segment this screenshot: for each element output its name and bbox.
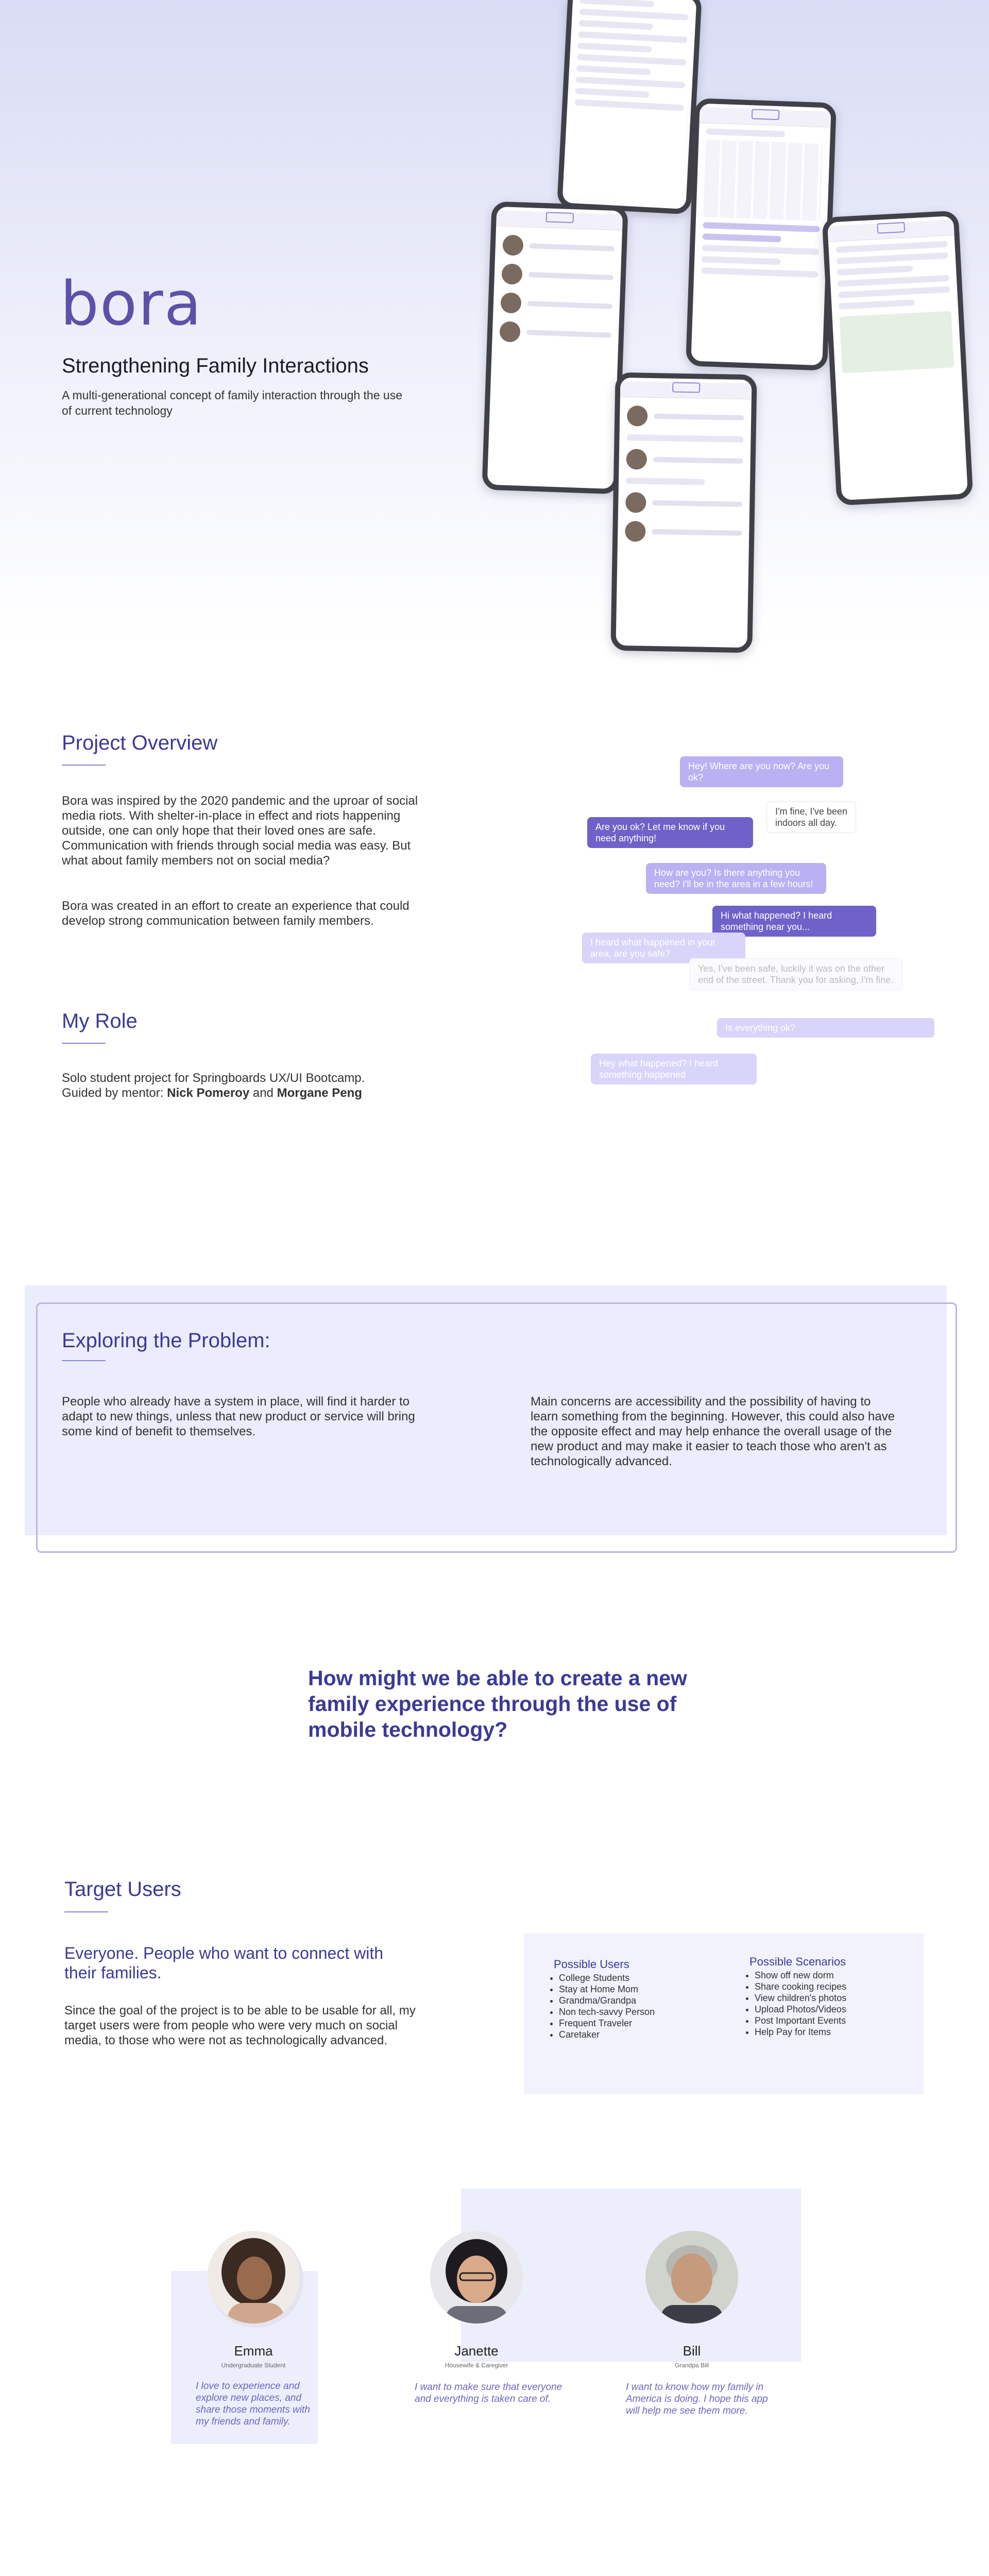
list-item: • Non tech-savvy Person [559,2006,655,2018]
mentor-name: Morgane Peng [277,1086,362,1100]
role-line: Solo student project for Springboards UX/UI Bootcamp. [62,1071,365,1085]
chat-bubble: Hey! Where are you now? Are you ok? [680,756,843,787]
problem-rule [62,1360,106,1361]
role-and: and [249,1086,277,1100]
target-rule [64,1911,108,1912]
hero-subtitle: A multi-generational concept of family interaction through the use of current technology [62,388,402,417]
persona-name: Bill [683,2343,701,2359]
list-item: • View children's photos [755,1992,846,2004]
problem-right-text: Main concerns are accessibility and the possibility of having to learn something from the beginning. However, this could also have the opposite effect and may help enhance the overall usage of the new product and may make it easier to teach those who aren't as technologically advanced. [531,1395,895,1468]
chat-bubble: Is everything ok? [717,1018,934,1038]
overview-paragraph-1: Bora was inspired by the 2020 pandemic and the uproar of social media riots. With shelter-in-place in effect and riots happening outside, one can only hope that their loved ones are safe. Communication with friends through social media was easy. But what about family members not on social media? [62,794,418,868]
target-users-body: Since the goal of the project is to be able to be usable for all, my target users were from people who were very much on social media, to those who were not as technologically advanced. [64,2004,416,2047]
persona-role: Housewife & Caregiver [445,2362,508,2369]
chat-bubble: I heard what happened in your area, are you safe? [582,933,745,963]
target-users-heading: Target Users [64,1878,181,1901]
list-item: • Stay at Home Mom [559,1984,655,1995]
overview-heading: Project Overview [62,732,218,754]
list-item: • Grandma/Grandpa [559,1995,655,2006]
persona-role: Grandpa Bill [674,2362,709,2369]
possible-users-list [543,1972,655,2040]
persona-quote: I want to make sure that everyone and everything is taken care of. [415,2382,562,2404]
phone-mockup-menu [557,0,702,215]
chat-bubble: Hey what happened? I heard something happened [591,1054,757,1084]
mentor-name: Nick Pomeroy [167,1086,250,1100]
list-item: • Help Pay for Items [755,2026,846,2038]
avatar-bill [645,2231,738,2324]
possible-scenarios-title: Possible Scenarios [749,1955,846,1968]
chat-bubble: Yes, I've been safe, luckily it was on the other end of the street. Thank you for asking, I'm fine. [689,958,902,990]
list-item: • Upload Photos/Videos [755,2004,846,2015]
brand-logo: bora [60,268,202,339]
list-item: • Share cooking recipes [755,1981,846,1992]
phone-mockup-post [822,210,974,505]
overview-rule [62,765,106,766]
role-heading: My Role [62,1010,138,1032]
target-users-lead: Everyone. People who want to connect with their families. [64,1944,384,1982]
problem-heading: Exploring the Problem: [62,1329,270,1352]
problem-left-text: People who already have a system in place, will find it harder to adapt to new things, unless that new product or service will bring some kind of benefit to themselves. [62,1395,415,1438]
role-mentor-prefix: Guided by mentor: [62,1086,167,1100]
list-item: • Caretaker [559,2029,655,2040]
possible-users-title: Possible Users [554,1958,629,1971]
list-item: • Post Important Events [755,2015,846,2026]
phone-mockup-calendar [686,98,837,370]
chat-bubble: How are you? Is there anything you need? I'll be in the area in a few hours! [646,863,826,894]
chat-bubble: Hi what happened? I heard something near you... [712,906,876,937]
overview-paragraph-2: Bora was created in an effort to create an experience that could develop strong communication between family members. [62,899,410,928]
hero-title: Strengthening Family Interactions [62,354,369,377]
phone-mockup-feed [610,372,757,653]
avatar-janette [430,2231,523,2324]
role-description [62,1071,474,1100]
persona-role: Undergraduate Student [221,2362,286,2369]
persona-quote: I love to experience and explore new places, and share those moments with my friends and family. [196,2381,310,2427]
list-item: • Frequent Traveler [559,2018,655,2029]
persona-name: Emma [234,2343,273,2359]
list-item: • College Students [559,1972,655,1984]
persona-name: Janette [454,2343,499,2359]
possible-scenarios-list [739,1970,846,2038]
how-might-we-question: How might we be able to create a new family experience through the use of mobile technology? [308,1666,687,1741]
persona-quote: I want to know how my family in America is doing. I hope this app will help me see them more. [626,2382,768,2416]
chat-bubble: Are you ok? Let me know if you need anything! [587,817,753,848]
chat-bubble: I'm fine, I've been indoors all day. [766,801,856,833]
list-item: • Show off new dorm [755,1970,846,1981]
avatar-emma [207,2231,300,2324]
role-rule [62,1043,106,1044]
phone-mockup-contacts [482,201,628,495]
